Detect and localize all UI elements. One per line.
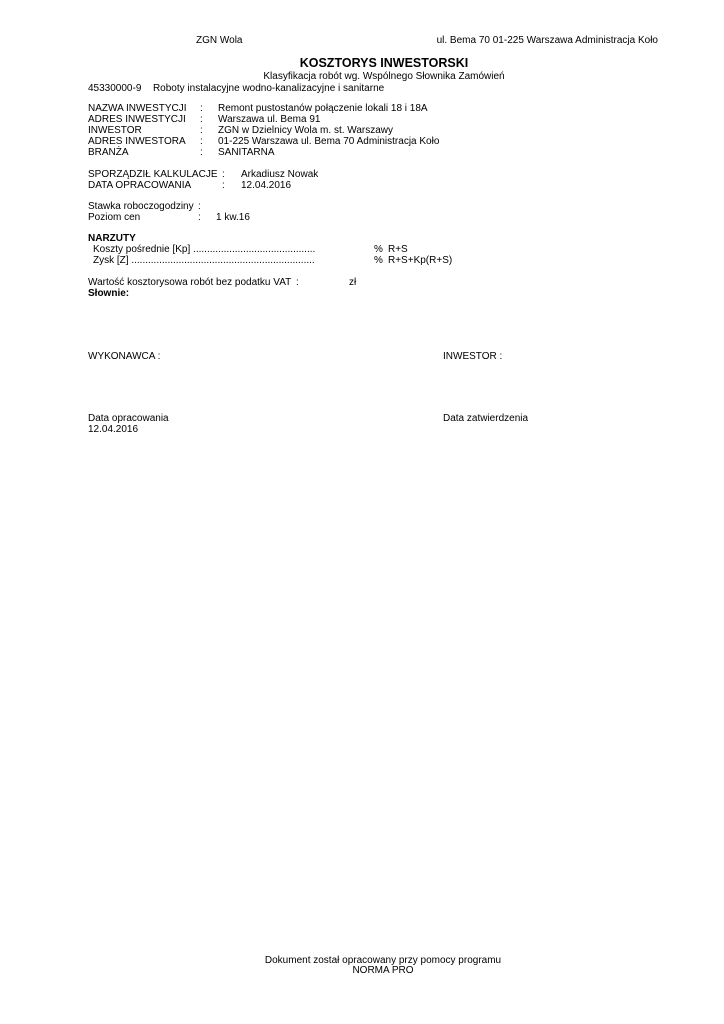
cpv-code: 45330000-9 — [88, 83, 142, 94]
info-label: ADRES INWESTYCJI — [88, 114, 186, 125]
rate-label: Poziom cen — [88, 212, 141, 223]
prep-date-value: 12.04.2016 — [88, 424, 139, 435]
info-label: INWESTOR — [88, 125, 142, 136]
contractor-label: WYKONAWCA : — [88, 351, 161, 362]
value-label: Wartość kosztorysowa robót bez podatku VAT — [88, 277, 292, 288]
footer-line2: NORMA PRO — [352, 965, 414, 976]
cpv-line — [88, 83, 384, 94]
prepared-value: 12.04.2016 — [241, 180, 292, 191]
info-label: BRANŻA — [88, 147, 129, 158]
rate-sep: : — [198, 212, 201, 223]
prep-date-label: Data opracowania — [88, 413, 169, 424]
info-value: Remont pustostanów połączenie lokali 18 i 18A — [218, 103, 428, 114]
info-sep: : — [200, 125, 203, 136]
rate-value: 1 kw.16 — [216, 212, 250, 223]
narzuty-pct: % — [374, 244, 383, 255]
narzuty-pct: % — [374, 255, 383, 266]
narzuty-label: Koszty pośrednie [Kp] ............................................ — [93, 244, 316, 255]
info-value: ZGN w Dzielnicy Wola m. st. Warszawy — [218, 125, 394, 136]
info-label: ADRES INWESTORA — [88, 136, 186, 147]
narzuty-label: Zysk [Z] .................................................................. — [93, 255, 315, 266]
rate-label: Stawka roboczogodziny — [88, 201, 194, 212]
prepared-sep: : — [222, 169, 225, 180]
info-value: SANITARNA — [218, 147, 275, 158]
prepared-label: SPORZĄDZIŁ KALKULACJE — [88, 169, 218, 180]
info-value: Warszawa ul. Bema 91 — [218, 114, 321, 125]
narzuty-base: R+S — [388, 244, 408, 255]
prepared-sep: : — [222, 180, 225, 191]
info-sep: : — [200, 114, 203, 125]
info-value: 01-225 Warszawa ul. Bema 70 Administracja Koło — [218, 136, 440, 147]
narzuty-base: R+S+Kp(R+S) — [388, 255, 453, 266]
info-sep: : — [200, 147, 203, 158]
prepared-label: DATA OPRACOWANIA — [88, 180, 192, 191]
words-label: Słownie: — [88, 288, 130, 299]
header-left: ZGN Wola — [196, 35, 243, 46]
page-title: KOSZTORYS INWESTORSKI — [299, 56, 469, 70]
approval-date-label: Data zatwierdzenia — [443, 413, 529, 424]
info-sep: : — [200, 103, 203, 114]
info-label: NAZWA INWESTYCJI — [88, 103, 187, 114]
prepared-value: Arkadiusz Nowak — [241, 169, 319, 180]
header-right: ul. Bema 70 01-225 Warszawa Administracja Koło — [436, 35, 658, 46]
info-sep: : — [200, 136, 203, 147]
cpv-description: Roboty instalacyjne wodno-kanalizacyjne i sanitarne — [152, 83, 385, 94]
rate-sep: : — [198, 201, 201, 212]
narzuty-heading: NARZUTY — [88, 233, 136, 244]
page-subtitle: Klasyfikacja robót wg. Wspólnego Słownika Zamówień — [263, 71, 505, 82]
value-sep: : — [296, 277, 299, 288]
value-unit: zł — [349, 277, 357, 288]
footer-line1: Dokument został opracowany przy pomocy programu — [264, 955, 502, 966]
investor-label: INWESTOR : — [443, 351, 503, 362]
